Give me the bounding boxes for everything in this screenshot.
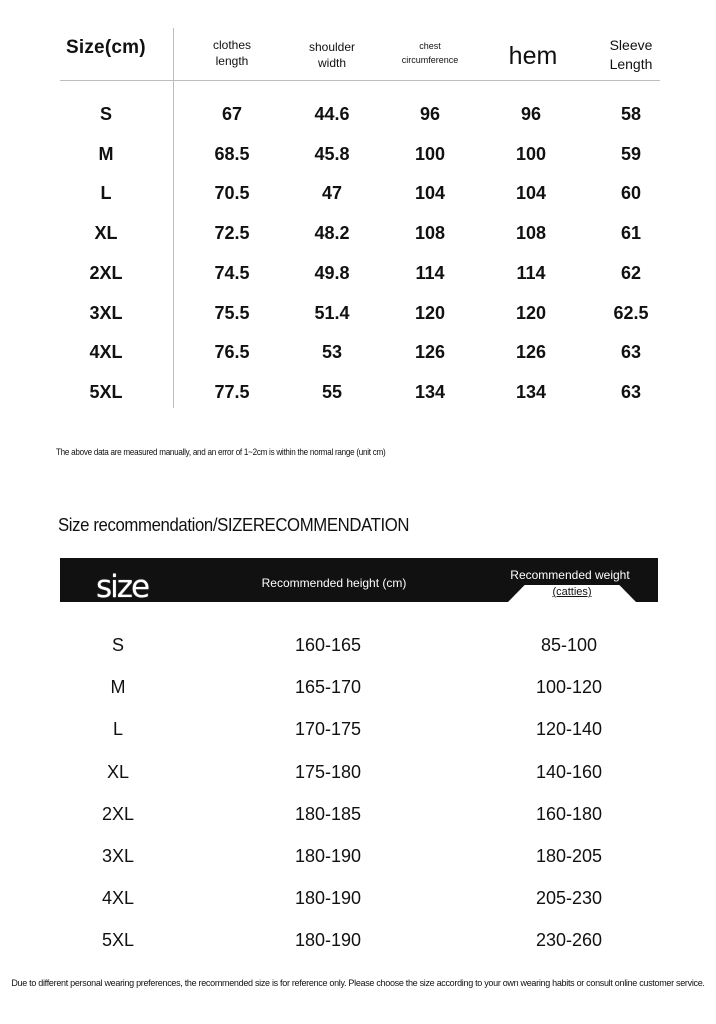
sleeve-length-cell: 62.5 — [613, 302, 649, 323]
rec-weight-cell: 120-140 — [535, 719, 603, 740]
clothes-length-cell: 72.5 — [214, 223, 250, 244]
rec-weight-cell: 205-230 — [535, 888, 603, 909]
rec-height-cell: 180-185 — [294, 803, 362, 824]
size-logo: size — [96, 569, 149, 605]
chest-cell: 96 — [419, 104, 441, 124]
sleeve-length-cell: 62 — [620, 262, 642, 283]
clothes-length-cell: 70.5 — [214, 183, 250, 204]
chest-cell: 104 — [414, 183, 446, 204]
hem-cell: 134 — [515, 381, 547, 402]
hem-cell: 108 — [515, 223, 547, 244]
rec-height-cell: 170-175 — [294, 719, 362, 740]
rec-height-cell: 180-190 — [294, 888, 362, 909]
recommendation-title: Size recommendation/SIZERECOMMENDATION — [58, 515, 410, 535]
hem-header: hem — [508, 42, 558, 70]
hem-cell: 100 — [515, 143, 547, 164]
clothes-length-cell: 67 — [221, 104, 243, 124]
clothes-length-header: clothes length — [212, 38, 252, 69]
hem-cell: 120 — [515, 302, 547, 323]
chest-cell: 114 — [415, 262, 445, 283]
chest-cell: 120 — [414, 302, 446, 323]
rec-weight-cell: 230-260 — [535, 930, 603, 951]
shoulder-width-cell: 44.6 — [314, 104, 350, 124]
rec-size-cell: 5XL — [101, 930, 135, 951]
weight-header: Recommended weight — [510, 568, 630, 582]
chest-cell: 126 — [414, 342, 446, 363]
column-divider — [173, 28, 174, 408]
clothes-length-cell: 76.5 — [214, 342, 250, 363]
chest-cell: 134 — [414, 381, 446, 402]
size-header: Size(cm) — [66, 37, 146, 58]
rec-weight-cell: 100-120 — [535, 677, 603, 698]
rec-height-cell: 175-180 — [294, 761, 362, 782]
rec-size-cell: L — [112, 719, 123, 740]
size-table — [60, 28, 660, 408]
shoulder-width-cell: 48.2 — [314, 223, 350, 244]
rec-weight-cell: 140-160 — [535, 761, 603, 782]
chest-cell: 108 — [414, 223, 446, 244]
shoulder-width-header: shoulder width — [308, 40, 356, 71]
size-cell: 4XL — [89, 342, 123, 363]
sleeve-length-cell: 58 — [620, 104, 642, 124]
hem-cell: 126 — [515, 342, 547, 363]
height-header: Recommended height (cm) — [261, 576, 407, 590]
sleeve-length-cell: 60 — [620, 183, 642, 204]
size-cell: XL — [94, 223, 118, 244]
rec-size-cell: S — [111, 635, 124, 655]
measurement-note: The above data are measured manually, and an error of 1~2cm is within the normal range (unit cm) — [56, 447, 386, 457]
rec-height-cell: 180-190 — [294, 930, 362, 951]
size-cell: M — [98, 143, 114, 164]
sleeve-length-cell: 63 — [620, 342, 642, 363]
shoulder-width-cell: 51.4 — [314, 302, 350, 323]
shoulder-width-cell: 53 — [321, 342, 343, 363]
rec-size-cell: 3XL — [101, 846, 135, 866]
rec-size-cell: XL — [106, 761, 130, 782]
rec-weight-cell: 180-205 — [535, 846, 603, 866]
footer-note: Due to different personal wearing preferences, the recommended size is for reference only. Please choose the size according to your own wearing habits or consult online customer service. — [11, 978, 705, 988]
size-cell: 5XL — [89, 381, 123, 402]
hem-cell: 114 — [516, 262, 546, 283]
shoulder-width-cell: 55 — [321, 381, 343, 402]
clothes-length-cell: 75.5 — [214, 302, 250, 323]
header-divider — [60, 80, 660, 81]
hem-cell: 96 — [520, 104, 542, 124]
rec-size-cell: M — [110, 677, 126, 698]
shoulder-width-cell: 47 — [321, 183, 343, 204]
weight-unit-label: (catties) — [552, 586, 592, 598]
chest-circumference-header: chest circumference — [401, 41, 459, 65]
sleeve-length-cell: 63 — [620, 381, 642, 402]
hem-cell: 104 — [515, 183, 547, 204]
size-cell: 2XL — [89, 262, 123, 283]
sleeve-length-cell: 59 — [620, 143, 642, 164]
shoulder-width-cell: 45.8 — [314, 143, 350, 164]
rec-height-cell: 180-190 — [294, 846, 362, 866]
rec-size-cell: 4XL — [101, 888, 135, 909]
size-cell: 3XL — [89, 302, 123, 323]
chest-cell: 100 — [414, 143, 446, 164]
rec-height-cell: 165-170 — [294, 677, 362, 698]
rec-weight-cell: 160-180 — [535, 803, 603, 824]
shoulder-width-cell: 49.8 — [314, 262, 350, 283]
sleeve-length-header: Sleeve Length — [609, 37, 653, 72]
clothes-length-cell: 68.5 — [214, 143, 250, 164]
clothes-length-cell: 77.5 — [214, 381, 250, 402]
rec-weight-cell: 85-100 — [540, 635, 598, 655]
size-cell: S — [99, 104, 112, 124]
size-cell: L — [100, 183, 112, 204]
rec-height-cell: 160-165 — [294, 635, 362, 655]
sleeve-length-cell: 61 — [620, 223, 642, 244]
rec-size-cell: 2XL — [101, 803, 135, 824]
clothes-length-cell: 74.5 — [214, 262, 250, 283]
